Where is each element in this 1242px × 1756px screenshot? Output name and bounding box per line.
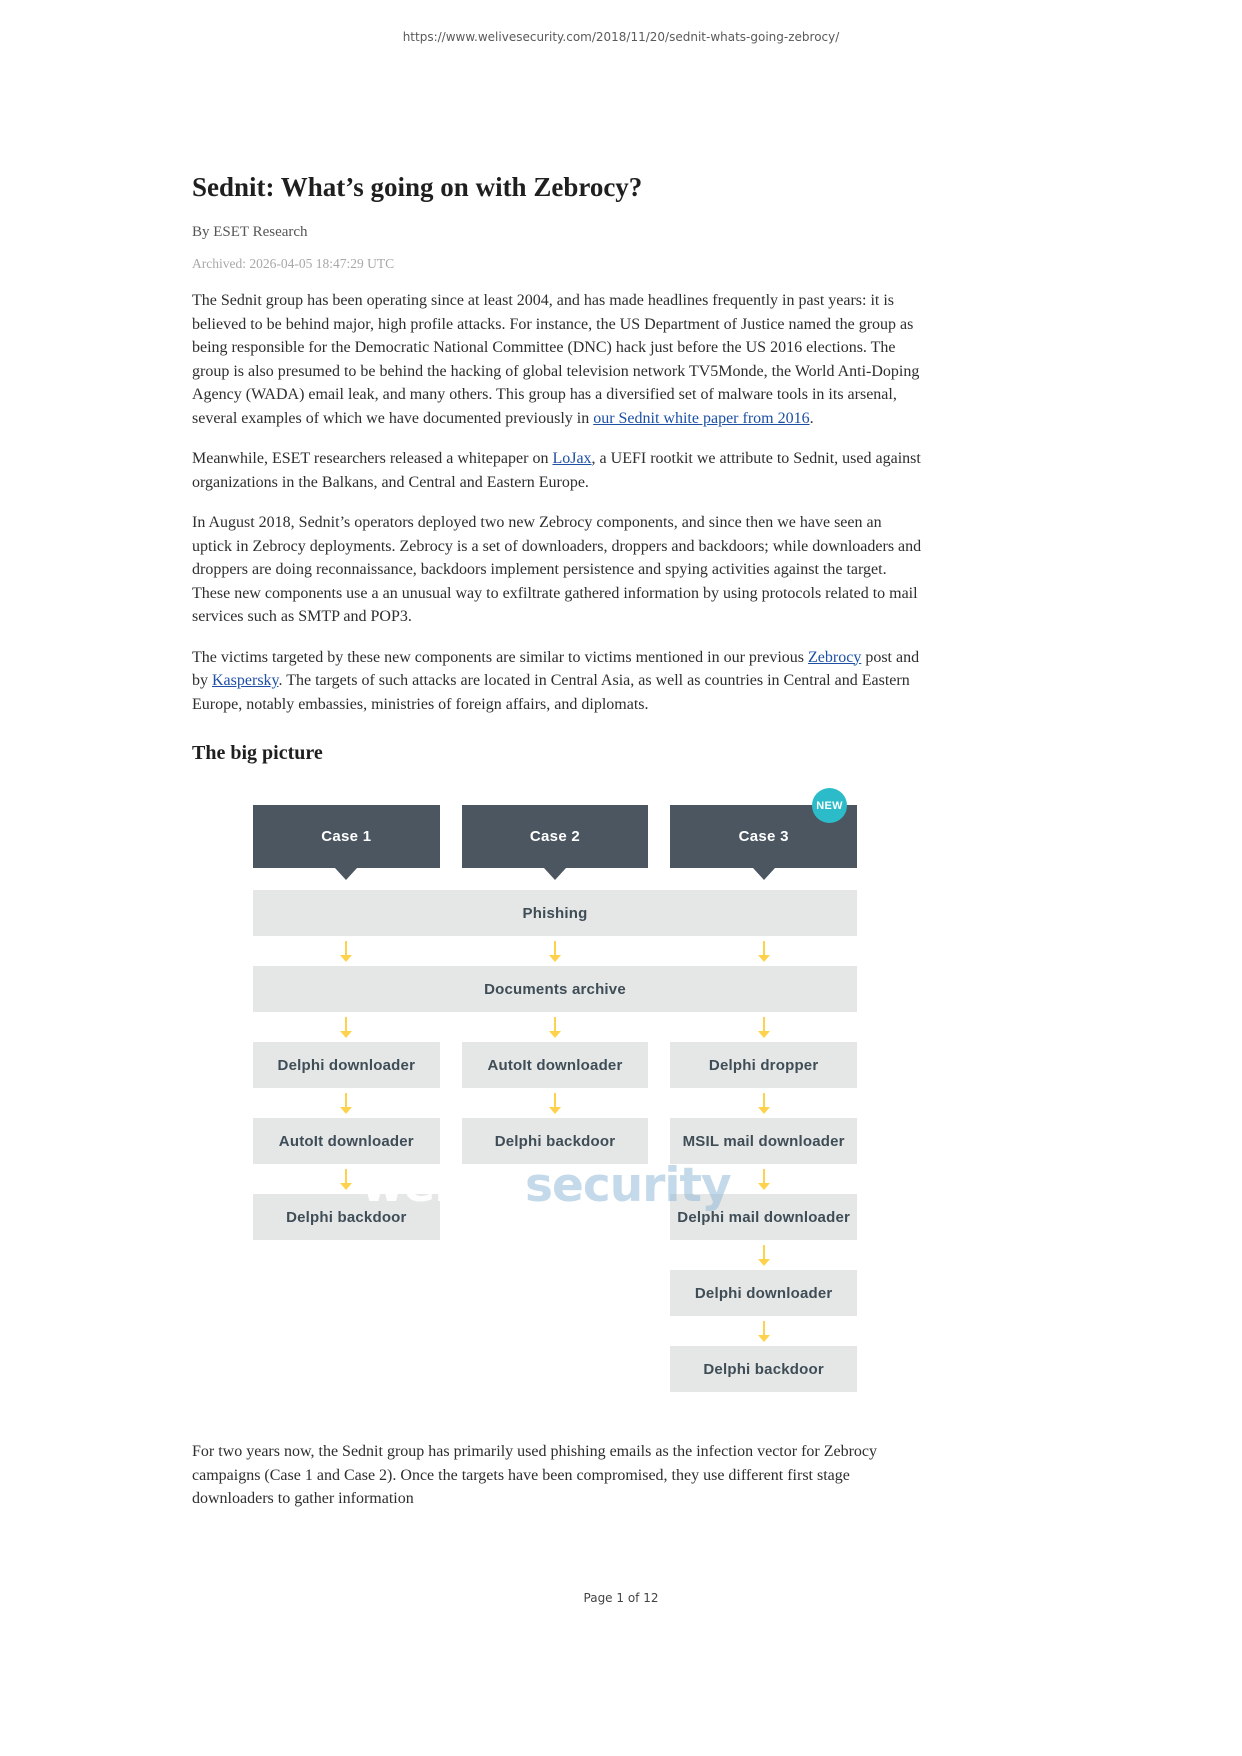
new-badge: NEW bbox=[812, 788, 847, 823]
arrow-row-1 bbox=[253, 936, 857, 966]
page-title: Sednit: What’s going on with Zebrocy? bbox=[192, 172, 643, 202]
case1-header bbox=[253, 805, 440, 868]
section-heading-big-picture: The big picture bbox=[192, 742, 323, 764]
arrow-row-6 bbox=[253, 1316, 857, 1346]
case3-label: Case 3 bbox=[738, 828, 789, 845]
down-arrow-icon bbox=[763, 1169, 765, 1183]
node-row-5 bbox=[253, 1346, 857, 1392]
diagram-node-c1r1: Delphi downloader bbox=[253, 1042, 440, 1088]
case3-header bbox=[670, 799, 857, 868]
case2-label: Case 2 bbox=[529, 828, 581, 845]
inline-link[interactable]: our Sednit white paper from 2016 bbox=[593, 409, 810, 427]
node-row-4 bbox=[253, 1270, 857, 1316]
inline-link[interactable]: Kaspersky bbox=[212, 672, 279, 689]
paragraph-2: Meanwhile, ESET researchers released a whitepaper on LoJax, a UEFI rootkit we attribute to Sednit, used against organizations in the Balkans, and Central and Eastern Europe. bbox=[192, 450, 921, 491]
page-number: Page 1 of 12 bbox=[583, 1590, 659, 1605]
diagram-node-c3r4: Delphi downloader bbox=[670, 1270, 857, 1316]
watermark-part1: welive bbox=[361, 1158, 526, 1213]
watermark-part2: security bbox=[525, 1158, 731, 1213]
diagram-node-c3r1: Delphi dropper bbox=[670, 1042, 857, 1088]
diagram-node-c1r3: Delphi backdoor bbox=[253, 1194, 440, 1240]
down-arrow-icon bbox=[554, 1093, 556, 1107]
down-arrow-icon bbox=[345, 1017, 347, 1031]
diagram-node-c3r5: Delphi backdoor bbox=[670, 1346, 857, 1392]
paragraph-3: In August 2018, Sednit’s operators deployed two new Zebrocy components, and since then we have seen an uptick in Zebrocy deployments. Zebrocy is a set of downloaders, droppers and backdoors; while downloaders and droppers are doing reconnaissance, backdoors implement persistence and spying activities against the target. These new components use a an unusual way to exfiltrate gathered information by using protocols related to mail services such as SMTP and POP3. bbox=[192, 514, 922, 625]
node-row-3 bbox=[253, 1194, 857, 1240]
inline-link[interactable]: Zebrocy bbox=[808, 648, 862, 666]
arrow-row-5 bbox=[253, 1240, 857, 1270]
paragraph-1: The Sednit group has been operating since at least 2004, and has made headlines frequently in past years: it is believed to be behind major, high profile attacks. For instance, the US Department of Justice named the group as being responsible for the Democratic National Committee (DNC) hack just before the US 2016 elections. The group is also presumed to be behind the hacking of global television network TV5Monde, the World Anti-Doping Agency (WADA) email leak, and many others. This group has a diversified set of malware tools in its arsenal, several examples of which we have documented previously in our Sednit white paper from 2016. bbox=[192, 292, 920, 427]
zebrocy-flow-diagram bbox=[253, 799, 857, 1392]
down-arrow-icon bbox=[763, 1321, 765, 1335]
case2-header bbox=[462, 805, 649, 868]
arrow-row-3 bbox=[253, 1088, 857, 1118]
case1-label: Case 1 bbox=[321, 828, 372, 845]
diagram-node-c1r2: AutoIt downloader bbox=[253, 1118, 440, 1164]
byline: By ESET Research bbox=[192, 224, 308, 240]
arrow-row-2 bbox=[253, 1012, 857, 1042]
arrow-row-4 bbox=[253, 1164, 857, 1194]
down-arrow-icon bbox=[345, 1169, 347, 1183]
diagram-node-c3r3: Delphi mail downloader bbox=[670, 1194, 857, 1240]
article-body bbox=[192, 172, 922, 1511]
archive-url: https://www.welivesecurity.com/2018/11/20/sednit-whats-going-zebrocy/ bbox=[402, 30, 840, 44]
down-arrow-icon bbox=[345, 1093, 347, 1107]
down-arrow-icon bbox=[763, 941, 765, 955]
down-arrow-icon bbox=[554, 941, 556, 955]
down-arrow-icon bbox=[345, 941, 347, 955]
down-arrow-icon bbox=[763, 1093, 765, 1107]
paragraph-5: For two years now, the Sednit group has primarily used phishing emails as the infection vector for Zebrocy campaigns (Case 1 and Case 2). Once the targets have been compromised, they use different first stage downloaders to gather information bbox=[192, 1443, 878, 1507]
down-arrow-icon bbox=[554, 1017, 556, 1031]
node-row-1 bbox=[253, 1042, 857, 1088]
diagram-node-c2r1: AutoIt downloader bbox=[462, 1042, 649, 1088]
inline-link[interactable]: LoJax bbox=[552, 450, 592, 467]
case-headers-row bbox=[253, 799, 857, 868]
node-row-2 bbox=[253, 1118, 857, 1164]
documents-archive-bar: Documents archive bbox=[253, 966, 857, 1012]
phishing-bar: Phishing bbox=[253, 890, 857, 936]
paragraph-4: The victims targeted by these new components are similar to victims mentioned in our previous Zebrocy post and by Kaspersky. The targets of such attacks are located in Central Asia, as well as countries in Central and Eastern Europe, notably embassies, ministries of foreign affairs, and diplomats. bbox=[192, 648, 920, 713]
diagram-node-c3r2: MSIL mail downloader bbox=[670, 1118, 857, 1164]
down-arrow-icon bbox=[763, 1017, 765, 1031]
diagram-node-c2r2: Delphi backdoor bbox=[462, 1118, 649, 1164]
down-arrow-icon bbox=[763, 1245, 765, 1259]
archived-timestamp: Archived: 2026-04-05 18:47:29 UTC bbox=[192, 256, 395, 271]
